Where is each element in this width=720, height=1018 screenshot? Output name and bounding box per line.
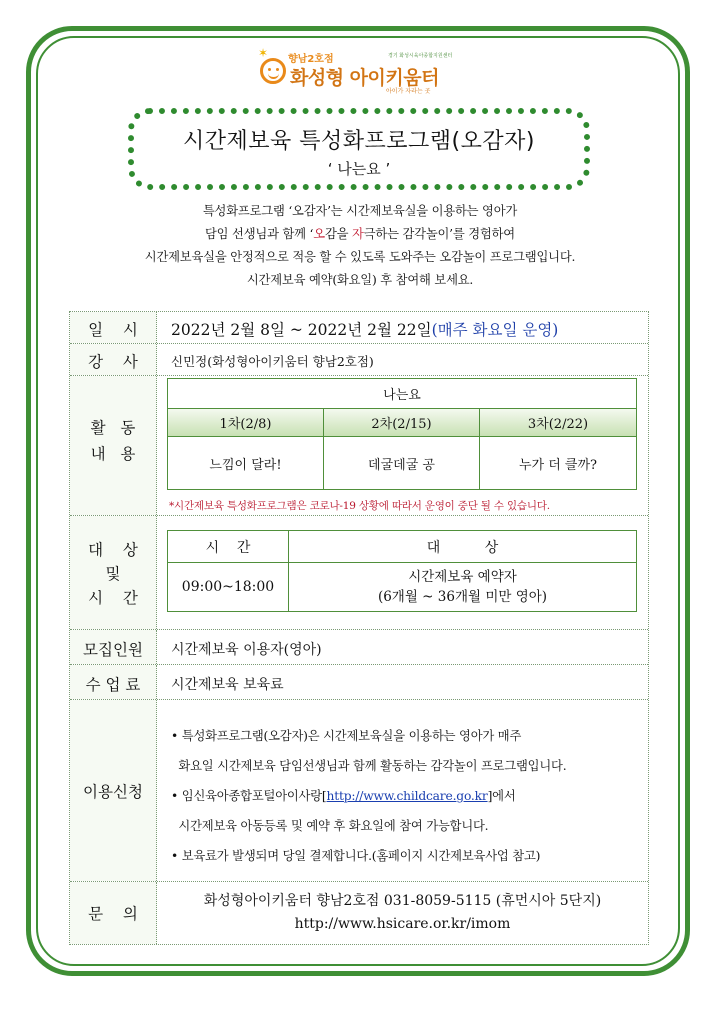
intro-line-2: [40, 223, 680, 246]
session-round-1: 1차(2/8): [168, 409, 324, 437]
apply-line-2: 화요일 시간제보육 담임선생님과 함께 활동하는 감각놀이 프로그램입니다.: [171, 759, 567, 773]
label-fee: 수 업 료: [70, 665, 157, 699]
row-schedule: [70, 312, 648, 344]
session-title-3: 누가 더 클까?: [518, 457, 598, 473]
intro-line-1: 특성화프로그램 ‘오감자’는 시간제보육실을 이용하는 영아가: [202, 204, 518, 218]
page-subtitle: ‘ 나는요 ’: [327, 160, 391, 178]
target-line-1: 시간제보육 예약자: [408, 569, 517, 585]
logo-org: 경기 화성시육아종합지원센터: [388, 53, 453, 59]
label-apply: 이용신청: [70, 700, 157, 881]
intro-highlight-ja: 자: [352, 227, 364, 241]
target-head-time: 시 간: [168, 531, 289, 563]
session-round-3: 3차(2/22): [480, 409, 636, 437]
recruit-value: 시간제보육 이용자(영아): [171, 642, 322, 658]
row-target: [70, 516, 648, 630]
session-round-2: 2차(2/15): [324, 409, 480, 437]
label-instructor: 강 사: [70, 344, 157, 375]
intro-line-2-pre: 담임 선생님과 함께 ‘: [204, 227, 314, 241]
intro-line-3: 시간제보육실을 안정적으로 적응 할 수 있도록 도와주는 오감놀이 프로그램입니다.: [144, 250, 576, 264]
label-recruit: 모집인원: [70, 630, 157, 664]
label-schedule: 일 시: [70, 312, 157, 343]
activity-program: 나는요: [168, 379, 636, 409]
row-fee: [70, 665, 648, 700]
fee-value: 시간제보육 보육료: [171, 677, 284, 693]
intro-highlight-o: 오: [313, 227, 325, 241]
row-apply: [70, 700, 648, 882]
session-title-1: 느낌이 달라!: [168, 437, 324, 489]
target-time: 09:00~18:00: [168, 563, 289, 611]
smile-face-icon: [260, 58, 286, 84]
schedule-value: [171, 318, 558, 340]
apply-line-1: • 특성화프로그램(오감자)은 시간제보육실을 이용하는 영아가 매주: [171, 729, 522, 743]
schedule-date: 2022년 2월 8일 ~ 2022년 2월 22일: [171, 321, 432, 339]
childcare-link[interactable]: http://www.childcare.go.kr: [326, 789, 488, 803]
schedule-note: (매주 화요일 운영): [431, 321, 559, 339]
apply-line-5: • 보육료가 발생되며 당일 결제합니다.(홈페이지 시간제보육사업 참고): [171, 849, 541, 863]
intro-line-4: 시간제보육 예약(화요일) 후 참여해 보세요.: [246, 273, 474, 287]
target-table: [167, 530, 637, 612]
contact-website[interactable]: http://www.hsicare.or.kr/imom: [294, 916, 511, 932]
info-table: [69, 311, 649, 945]
logo-name: 화성형 아이키움터: [290, 67, 439, 89]
logo: [258, 46, 478, 95]
row-instructor: [70, 344, 648, 376]
instructor-value: 신민정(화성형아이키움터 향남2호점): [171, 354, 374, 369]
target-head-target: 대 상: [289, 531, 636, 563]
contact-line-1: 화성형아이키움터 향남2호점 031-8059-5115 (휴먼시아 5단지): [203, 893, 602, 909]
apply-line-4: 시간제보육 아동등록 및 예약 후 화요일에 참여 가능합니다.: [171, 819, 489, 833]
page-title: 시간제보육 특성화프로그램(오감자): [183, 129, 535, 154]
intro-line-2-mid: 감을: [324, 227, 353, 241]
label-activity: [70, 376, 157, 515]
title-box: [128, 108, 590, 190]
target-line-2: (6개월 ~ 36개월 미만 영아): [377, 589, 548, 605]
intro-text: [40, 200, 680, 292]
row-recruit: [70, 630, 648, 665]
label-target-2: 및: [105, 565, 121, 583]
label-contact: 문 의: [70, 882, 157, 944]
label-target: [70, 516, 157, 629]
target-desc: [289, 563, 636, 611]
covid-notice: *시간제보육 특성화프로그램은 코로나-19 상황에 따라서 운영이 중단 될 수 있습니다.: [169, 500, 550, 512]
apply-line-3: [171, 786, 516, 804]
label-activity-top: 활 동: [90, 419, 136, 437]
logo-subtitle: 아이가 자라는 곳: [386, 88, 431, 95]
row-activity: [70, 376, 648, 516]
label-activity-bottom: 내 용: [90, 445, 136, 463]
apply-line-3-pre: • 임신육아종합포털아이사랑[: [171, 789, 327, 803]
intro-line-2-post: 극하는 감각놀이’를 경험하여: [363, 227, 515, 241]
session-title-2: 데굴데굴 공: [324, 437, 480, 489]
row-contact: [70, 882, 648, 944]
star-icon: ✶: [258, 46, 269, 60]
activity-table: [167, 378, 637, 490]
logo-branch: 향남2호점: [288, 54, 334, 65]
apply-line-3-post: ]에서: [487, 789, 516, 803]
label-target-3: 시 간: [88, 589, 138, 607]
label-target-1: 대 상: [88, 541, 138, 559]
